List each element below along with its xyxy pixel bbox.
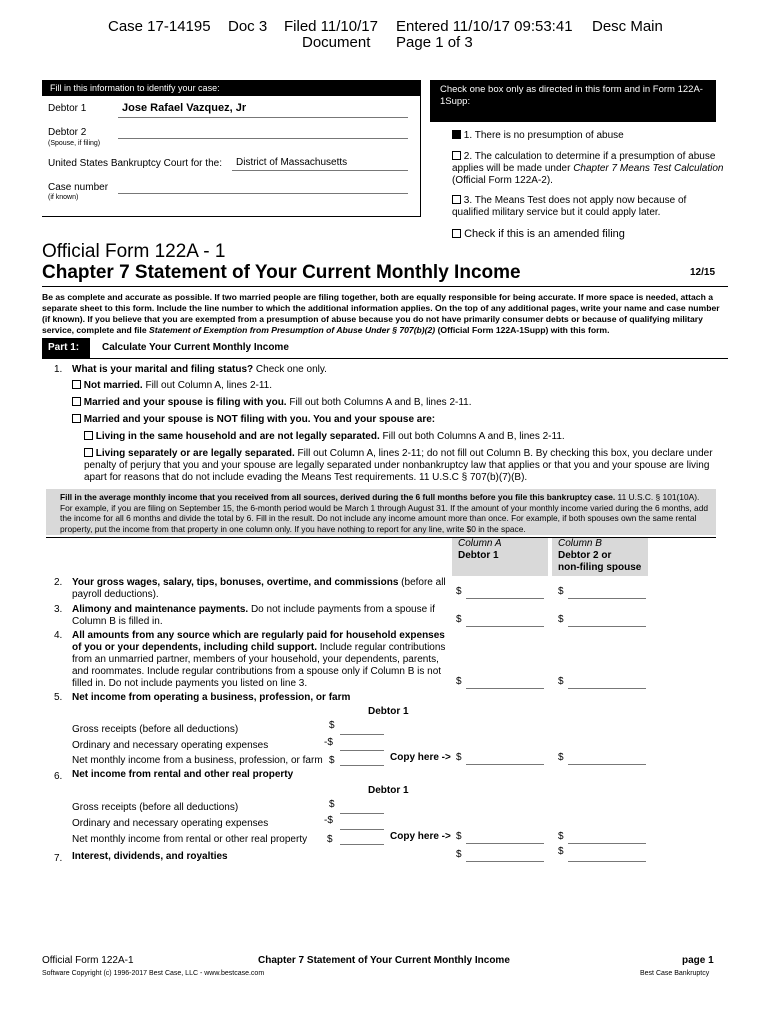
line3-col-b-dollar: $: [558, 614, 564, 625]
form-subtitle: Chapter 7 Statement of Your Current Monthly Income: [42, 262, 521, 283]
form-number-title: Official Form 122A - 1: [42, 241, 226, 262]
line4-col-b-field[interactable]: [568, 676, 646, 689]
checkbox-icon[interactable]: [72, 414, 81, 423]
line5-gross-receipts-label: Gross receipts (before all deductions): [72, 724, 239, 735]
amended-filing-option[interactable]: Check if this is an amended filing: [452, 228, 625, 240]
line7-number: 7.: [54, 853, 63, 864]
line2-col-a-field[interactable]: [466, 586, 544, 599]
line7-col-b-dollar: $: [558, 846, 564, 857]
line2-text: Your gross wages, salary, tips, bonuses, overtime, and commissions (before all payroll deductions).: [72, 577, 446, 600]
footer-form-number: Official Form 122A-1: [42, 955, 134, 966]
line6-text: Net income from rental and other real property: [72, 769, 294, 780]
line5-net-label: Net monthly income from a business, profession, or farm: [72, 755, 323, 766]
checkbox-icon[interactable]: [84, 431, 93, 440]
line2-col-b-field[interactable]: [568, 586, 646, 599]
q1-number: 1.: [54, 364, 63, 375]
debtor2-note: (Spouse, if filing): [48, 140, 101, 147]
line5-expenses-minus: -$: [324, 737, 333, 748]
checkbox-icon[interactable]: [72, 397, 81, 406]
filed-date-stamp: Filed 11/10/17: [284, 18, 378, 35]
line4-col-b-dollar: $: [558, 676, 564, 687]
line6-col-b-dollar: $: [558, 831, 564, 842]
line6-col-a-field[interactable]: [466, 831, 544, 844]
footer-copyright: Software Copyright (c) 1996-2017 Best Case, LLC - www.bestcase.com: [42, 970, 265, 977]
part1-title: Calculate Your Current Monthly Income: [102, 342, 289, 353]
option-married-not-filing[interactable]: Married and your spouse is NOT filing with you. You and your spouse are:: [72, 414, 435, 426]
case-number-stamp: Case 17-14195: [108, 18, 211, 35]
footer-form-title: Chapter 7 Statement of Your Current Monthly Income: [258, 955, 510, 966]
line5-number: 5.: [54, 692, 63, 703]
line6-net-field[interactable]: [340, 832, 384, 845]
line3-col-b-field[interactable]: [568, 614, 646, 627]
option-married-filing-with[interactable]: Married and your spouse is filing with you. Fill out both Columns A and B, lines 2-11.: [72, 397, 472, 409]
column-b-header: Column B Debtor 2 or non-filing spouse: [552, 538, 648, 576]
option-same-household[interactable]: Living in the same household and are not legally separated. Fill out both Columns A and B, lines 2-11.: [84, 431, 565, 443]
line5-col-a-dollar: $: [456, 752, 462, 763]
line6-copy-here: Copy here ->: [390, 831, 451, 842]
line6-gross-field[interactable]: [340, 801, 384, 814]
line6-col-b-field[interactable]: [568, 831, 646, 844]
debtor1-field[interactable]: [118, 101, 408, 118]
desc-stamp: Desc Main: [592, 18, 663, 35]
doc-number-stamp: Doc 3: [228, 18, 268, 35]
debtor2-field[interactable]: [118, 122, 408, 139]
form-version: 12/15: [690, 267, 716, 278]
line5-col-a-field[interactable]: [466, 752, 544, 765]
line5-gross-field[interactable]: [340, 722, 384, 735]
income-instructions-box: Fill in the average monthly income that you received from all sources, derived during the 6 full months before you file this bankruptcy case. 11 U.S.C. § 101(10A). For example, if you are filing on September 15, the 6-month period would be March 1 through August 31. If the amount of your monthly income varied during the 6 months, add the income for all 6 months and divide the total by 6. Fill in the result. Do not include any income amount more than once. For example, if both spouses own the same rental property, put the income from that property in one column only. If you have nothing to report for any line, write $0 in the space.: [46, 489, 716, 535]
case-number-field[interactable]: [118, 177, 408, 194]
identify-case-header: Fill in this information to identify your case:: [42, 80, 420, 96]
line4-text: All amounts from any source which are regularly paid for household expenses of you or your dependents, including child support. Include regular contributions from an unmarried partner, members of your household, your dependents, parents, and roommates. Include regular contributions from a spouse only if Column B is not filled in. Do not include payments you listed on line 3.: [72, 630, 446, 689]
line7-text: Interest, dividends, and royalties: [72, 851, 228, 862]
court-label: United States Bankruptcy Court for the:: [48, 158, 222, 169]
checkbox-icon[interactable]: [452, 195, 461, 204]
line3-col-a-field[interactable]: [466, 614, 544, 627]
title-rule: [42, 286, 728, 287]
footer-page-number: page 1: [682, 955, 714, 966]
option-not-married[interactable]: Not married. Fill out Column A, lines 2-11.: [72, 380, 272, 392]
line6-number: 6.: [54, 771, 63, 782]
case-number-label: Case number: [48, 182, 109, 193]
line5-gross-dollar: $: [329, 720, 335, 731]
court-field[interactable]: [232, 154, 408, 171]
checkbox-icon[interactable]: [452, 229, 461, 238]
form-instructions: Be as complete and accurate as possible. If two married people are filing together, both are equally responsible for being accurate. If more space is needed, attach a separate sheet to this form. Include the line number to which the additional information applies. On the top of any additional pages, write your name and case number (if known). If you believe that you are exempted from a presumption of abuse because you do not have primarily consumer debts or because of qualifying military service, complete and file Statement of Exemption from Presumption of Abuse Under § 707(b)(2) (Official Form 122A-1Supp) with this form.: [42, 292, 720, 335]
line7-col-a-field[interactable]: [466, 849, 544, 862]
checkbox-icon[interactable]: [84, 448, 93, 457]
line5-col-b-field[interactable]: [568, 752, 646, 765]
line4-number: 4.: [54, 630, 63, 641]
checkbox-icon[interactable]: [452, 151, 461, 160]
case-number-note: (if known): [48, 194, 79, 201]
line6-debtor1-header: Debtor 1: [368, 785, 409, 796]
line7-col-a-dollar: $: [456, 849, 462, 860]
option-separated[interactable]: Living separately or are legally separated. Fill out Column A, lines 2-11; do not fill out Column B. By checking this box, you declare under penalty of perjury that you and your spouse are legally separated under nonbankruptcy law that applies or that you and your spouse are living apart for reasons that do not include evading the Means Test requirements. 11 U.S.C § 707(b)(7)(B).: [84, 448, 713, 483]
footer-vendor: Best Case Bankruptcy: [640, 970, 710, 977]
line5-col-b-dollar: $: [558, 752, 564, 763]
option-presumption-calculation[interactable]: 2. The calculation to determine if a presumption of abuse applies will be made under Chapter 7 Means Test Calculation (Official Form 122A-2).: [452, 151, 724, 186]
entered-date-stamp: Entered 11/10/17 09:53:41: [396, 18, 573, 35]
debtor2-label: Debtor 2: [48, 127, 87, 138]
page-stamp: Page 1 of 3: [396, 34, 473, 51]
line3-text: Alimony and maintenance payments. Do not include payments from a spouse if Column B is filled in.: [72, 604, 435, 627]
line5-net-field[interactable]: [340, 753, 384, 766]
line6-col-a-dollar: $: [456, 831, 462, 842]
line6-expenses-label: Ordinary and necessary operating expenses: [72, 818, 269, 829]
line6-expenses-minus: -$: [324, 815, 333, 826]
part1-label: Part 1:: [42, 338, 90, 358]
debtor1-label: Debtor 1: [48, 103, 87, 114]
line2-number: 2.: [54, 577, 63, 588]
line3-col-a-dollar: $: [456, 614, 462, 625]
part1-rule: [42, 358, 728, 359]
court-value: District of Massachusetts: [236, 157, 348, 168]
q1-question: What is your marital and filing status? Check one only.: [72, 364, 327, 375]
line2-col-b-dollar: $: [558, 586, 564, 597]
line6-net-dollar: $: [327, 834, 333, 845]
debtor1-name: Jose Rafael Vazquez, Jr: [122, 102, 247, 114]
line6-gross-receipts-label: Gross receipts (before all deductions): [72, 802, 239, 813]
line5-net-dollar: $: [329, 755, 335, 766]
line2-col-a-dollar: $: [456, 586, 462, 597]
line3-number: 3.: [54, 604, 63, 615]
line6-expenses-field[interactable]: [340, 817, 384, 830]
line5-copy-here: Copy here ->: [390, 752, 451, 763]
line4-col-a-field[interactable]: [466, 676, 544, 689]
line6-gross-dollar: $: [329, 799, 335, 810]
line5-expenses-field[interactable]: [340, 738, 384, 751]
line7-col-b-field[interactable]: [568, 849, 646, 862]
line6-net-label: Net monthly income from rental or other real property: [72, 834, 308, 845]
line5-text: Net income from operating a business, profession, or farm: [72, 692, 351, 703]
option-no-presumption[interactable]: 1. There is no presumption of abuse: [452, 130, 720, 142]
line5-expenses-label: Ordinary and necessary operating expenses: [72, 740, 269, 751]
check-one-header: Check one box only as directed in this form and in Form 122A-1Supp:: [430, 80, 716, 122]
option-military-service[interactable]: 3. The Means Test does not apply now because of qualified military service but it could apply later.: [452, 195, 687, 218]
line4-col-a-dollar: $: [456, 676, 462, 687]
document-stamp: Document: [302, 34, 371, 51]
column-a-header: Column A Debtor 1: [452, 538, 548, 576]
line5-debtor1-header: Debtor 1: [368, 706, 409, 717]
checkbox-checked-icon[interactable]: [452, 130, 461, 139]
checkbox-icon[interactable]: [72, 380, 81, 389]
